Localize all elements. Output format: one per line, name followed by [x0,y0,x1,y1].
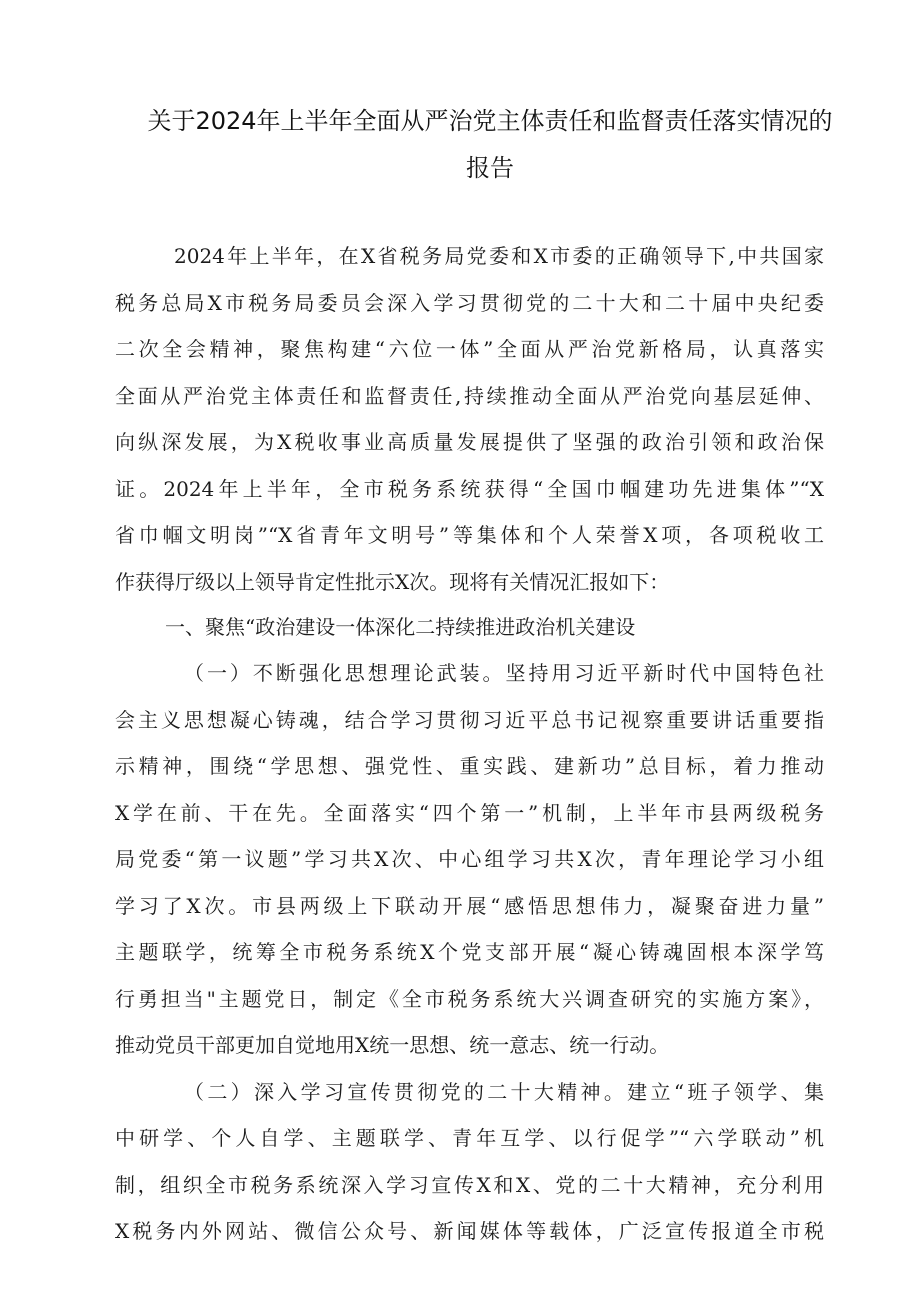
sub2-line-4: X税务内外网站、微信公众号、新闻媒体等载体，广泛宣传报道全市税 [115,1219,824,1243]
sub1-line-8: 行勇担当"主题党日，制定《全市税务系统大兴调查研究的实施方案》， [115,987,824,1011]
sub2-line-3: 制，组织全市税务系统深入学习宣传X和X、党的二十大精神，充分利用 [115,1173,824,1197]
sub1-line-5: 局党委“第一议题”学习共X次、中心组学习共X次，青年理论学习小组 [115,847,824,871]
section-1-heading: 一、聚焦“政治建设一体深化二持续推进政治机关建设 [165,615,636,639]
intro-line-8: 作获得厅级以上领导肯定性批示X次。现将有关情况汇报如下： [115,570,670,594]
document-title-line-2: 报告 [466,154,514,182]
intro-line-4: 全面从严治党主体责任和监督责任,持续推动全面从严治党向基层延伸、 [115,384,824,408]
document-title-line-1: 关于2024年上半年全面从严治党主体责任和监督责任落实情况的 [147,107,833,135]
intro-line-7: 省巾帼文明岗”“X省青年文明号”等集体和个人荣誉X项，各项税收工 [115,523,824,547]
intro-line-3: 二次全会精神，聚焦构建“六位一体”全面从严治党新格局，认真落实 [115,337,824,361]
sub1-line-1: （一）不断强化思想理论武装。坚持用习近平新时代中国特色社 [184,661,824,685]
sub2-line-1: （二）深入学习宣传贯彻党的二十大精神。建立“班子领学、集 [184,1080,824,1104]
intro-line-6: 证。2024年上半年，全市税务系统获得“全国巾帼建功先进集体”“X [115,477,824,501]
sub1-line-2: 会主义思想凝心铸魂，结合学习贯彻习近平总书记视察重要讲话重要指 [115,708,824,732]
intro-line-1: 2024年上半年，在X省税务局党委和X市委的正确领导下,中共国家 [174,244,824,268]
sub1-line-4: X学在前、干在先。全面落实“四个第一”机制，上半年市县两级税务 [115,801,824,825]
sub2-line-2: 中研学、个人自学、主题联学、青年互学、以行促学”“六学联动”机 [115,1126,824,1150]
intro-line-5: 向纵深发展，为X税收事业高质量发展提供了坚强的政治引领和政治保 [115,430,824,454]
sub1-line-7: 主题联学，统筹全市税务系统X个党支部开展“凝心铸魂固根本深学笃 [115,940,824,964]
sub1-line-9: 推动党员干部更加自觉地用X统一思想、统一意志、统一行动。 [115,1033,670,1057]
sub1-line-3: 示精神，围绕“学思想、强党性、重实践、建新功”总目标，着力推动 [115,754,824,778]
intro-line-2: 税务总局X市税务局委员会深入学习贯彻党的二十大和二十届中央纪委 [115,291,824,315]
sub1-line-6: 学习了X次。市县两级上下联动开展“感悟思想伟力，凝聚奋进力量” [115,894,824,918]
